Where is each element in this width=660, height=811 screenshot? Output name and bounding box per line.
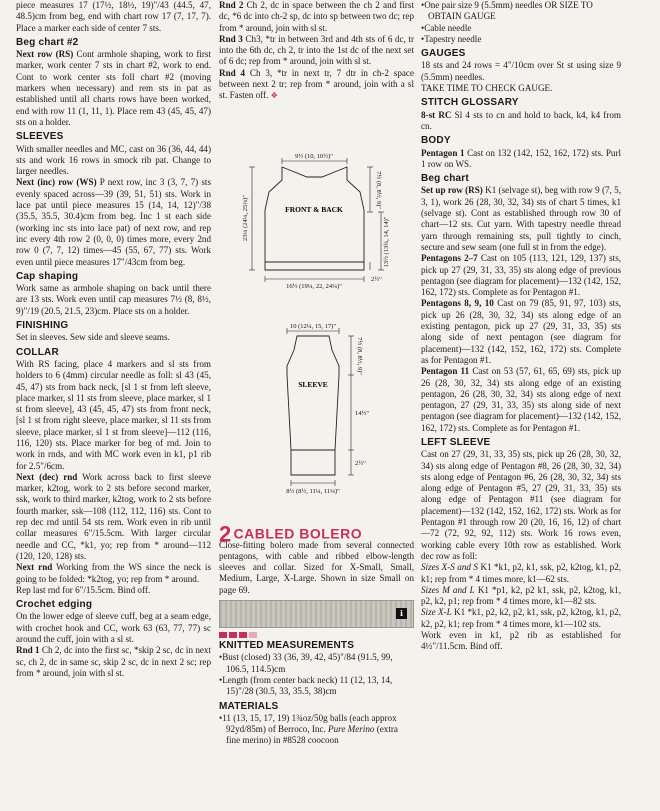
project-title: CABLED BOLERO [233, 525, 363, 542]
rnd2-para: Rnd 2 Ch 2, dc in space between the ch 2 and first dc, *6 dc into ch-2 sp, dc into sp between two dc; rep from * around, join with sl st. [219, 0, 414, 33]
stitch-glossary-heading: STITCH GLOSSARY [421, 97, 519, 109]
front-rib-label: 2½" [371, 276, 382, 283]
pentagons-2-7-para: Pentagons 2–7 Cast on 105 (113, 121, 129, 137) sts, pick up 27 (29, 31, 33, 35) sts along edge of previous pentagon (see diagram for placement)—132 (142, 152, 162, 172) sts. Complete as for Pentagon #1. [421, 253, 622, 298]
crochet-heading: Crochet edging [16, 599, 93, 611]
front-back-outline [265, 167, 364, 270]
front-cap-label: 7½ (8, 8½, 9)" [375, 171, 382, 209]
crochet-para: On the lower edge of sleeve cuff, beg at a seam edge, with crochet hook and CC, work 63 (63, 77, 77) sc around the cuff, join with a sl st. [16, 611, 211, 645]
rep-last-para: Rep last rnd for 6"/15.5cm. Bind off. [16, 584, 151, 595]
cap-shaping-heading: Cap shaping [16, 270, 79, 282]
sleeve-outline [287, 336, 339, 475]
schematic-diagrams [219, 150, 414, 510]
needle-item: • Cable needle [421, 23, 621, 34]
project-header [219, 521, 414, 547]
front-top-label: 9½ (10, 10½)" [295, 153, 333, 160]
finishing-para: Set in sleeves. Sew side and sleeve seams. [16, 332, 170, 343]
sleeve-cap-label: 7½ (8, 8½, 9)" [356, 337, 363, 375]
column-middle [219, 0, 414, 102]
size-xl-para: Size X-L K1 *k1, p2, k2, p2, k1, ssk, p2, k2tog, k1, p2, k2, p2, k1; rep from * 4 times more, k1—102 sts. [421, 607, 621, 629]
intro-text: piece measures 17 (17½, 18½, 19)"/43 (44.5, 47, 48.5)cm from beg, end with chart row 17 (7, 17, 7). Place a marker each side of center 7 sts. [16, 0, 211, 33]
rating-block-icon [229, 632, 237, 638]
project-description: Close-fitting bolero made from several connected pentagons, with cable and ribbed elbow-length sleeves and collar. Sized for X-Small, Small, Medium, Large, X-Large. Shown in size Small on page 69. [219, 539, 414, 595]
sleeve-dimension-labels [286, 323, 369, 495]
front-back-label: FRONT & BACK [285, 205, 343, 214]
skill-rating [219, 630, 414, 636]
rnd1-para: Rnd 1 Ch 2, dc into the first sc, *skip 2 sc, dc in next sc, ch 2, dc in same sc, skip 2 sc, dc in next 2 sc; rep from * around, join with sl st. [16, 645, 211, 678]
needle-item: • Tapestry needle [421, 34, 621, 45]
gauge-check: TAKE TIME TO CHECK GAUGE. [421, 83, 553, 94]
column-left [16, 0, 211, 679]
gauges-heading: GAUGES [421, 48, 466, 60]
next-row-rs-para: Next row (RS) Cont armhole shaping, work to first marker, work center 7 sts in chart #2, work to end. Cont to work center sts foll chart #2 (moving markers when necessary) and rem sts in pat as established until all charts rows have been worked, end with row 11 (1, 11, 1). Place rem 43 (45, 45, 47) sts on a holder. [16, 49, 211, 127]
schematic-svg [219, 150, 414, 510]
setup-row-para: Set up row (RS) K1 (selvage st), beg with row 9 (7, 5, 3, 1), work 26 (28, 30, 32, 34) sts of chart 5 times, k1 (selvage st). Cont as established through row 30 of chart—12 sts. Cut yarn. With tapestry needle thread yarn through remaining sts, pull tightly to cinch, secure and sew seam (one full st in from the edge). [421, 185, 622, 252]
sleeves-para: With smaller needles and MC, cast on 36 (36, 44, 44) sts and work 16 rows in smock rib pat. Change to larger needles. [16, 143, 211, 177]
sizes-xs-para: Sizes X-S and S K1 *k1, p2, k1, ssk, p2, k2tog, k1, p2, k1; rep from * 4 times more, k1—62 sts. [421, 562, 622, 584]
work-even-para: Work even in k1, p2 rib as established for 4½"/11.5cm. Bind off. [421, 630, 621, 652]
sleeves-heading: SLEEVES [16, 131, 64, 143]
pentagon1-para: Pentagon 1 Cast on 132 (142, 152, 162, 172) sts. Purl 1 row on WS. [421, 147, 621, 169]
yarn-swatch-photo [219, 600, 414, 628]
sleeve-length-label: 14½" [355, 410, 370, 417]
rnd3-para: Rnd 3 Ch3, *tr in between 3rd and 4th sts of 6 dc, tr into the 6th dc, ch 2, tr into the 1st dc of the next set of 6 dc; rep from * around, join with sl st. [219, 33, 414, 67]
front-dimension-labels [242, 153, 390, 290]
sleeve-label: SLEEVE [298, 380, 328, 389]
sleeve-dimension-lines [287, 328, 354, 486]
bust-item: • Bust (closed) 33 (36, 39, 42, 45)"/84 (91.5, 99, 106.5, 114.5)cm [219, 652, 414, 675]
materials-list [219, 713, 414, 747]
beg-chart2-heading: Beg chart #2 [16, 36, 79, 48]
gauge-para: 18 sts and 24 rows = 4"/10cm over St st using size 9 (5.5mm) needles. [421, 60, 621, 82]
end-mark-icon: ❖ [270, 91, 278, 101]
materials-heading: MATERIALS [219, 700, 279, 712]
next-inc-para: Next (inc) row (WS) P next row, inc 3 (3, 7, 7) sts evenly spaced across—39 (39, 51, 51) sts. Work in lace pat until piece measures 15 (14, 14, 12)"/38 (35.5, 35.5, 30.4)cm from beg. Inc 1 st each side (working inc sts into lace pat) of next row, and rep inc every 4th row 2 (0, 0, 0) times more, every 2nd row 0 (7, 7, 12) times—45 (55, 67, 77) sts. Work even until piece measures 17"/43cm from beg. [16, 177, 211, 267]
collar-heading: COLLAR [16, 346, 59, 358]
materials-item: • 11 (13, 15, 17, 19) 1¾oz/50g balls (each approx 92yd/85m) of Berroco, Inc. Pure Merino (extra fine merino) in #8528 coocoon [219, 713, 414, 747]
cap-para: Work same as armhole shaping on back until there are 13 sts. Work even until cap measures 7½ (8, 8½, 9)"/19 (20.5, 21.5, 23)cm. Place sts on a holder. [16, 283, 211, 316]
front-left-label: 23¼ (24¼, 25¼)" [242, 195, 249, 241]
left-sleeve-heading: LEFT SLEEVE [421, 436, 491, 448]
pentagon11-para: Pentagon 11 Cast on 53 (57, 61, 65, 69) sts, pick up 26 (28, 30, 32, 34) sts along edge of an existing pentagon, 26 (28, 30, 32, 34) sts along edge of next pentagon, 27 (29, 31, 33, 35) sts along side of next pentagon (see diagram for placement)—132 (142, 152, 162, 172) sts. Complete as for Pentagon #1. [421, 366, 621, 433]
sizes-ml-para: Sizes M and L K1 *p1, k2, p2 k1, ssk, p2, k2tog, k1, p2, k2, p1; rep from * 4 times more, k1—82 sts. [421, 584, 622, 607]
front-bottom-label: 16½ (19¼, 22, 24¼)" [286, 283, 342, 290]
left-sleeve-para: Cast on 27 (29, 31, 33, 35) sts, pick up 26 (28, 30, 32, 34) sts along edge of Pentagon #8, 26 (28, 30, 32, 34) sts along edge of Pentagon #6, 26 (28, 30, 32, 34) sts along edge of Pentagon #5, 27 (29, 31, 33, 35) sts along edge of Pentagon #11 (see diagram for placement)—132 (142, 152, 162, 172) sts. Work as for Pentagon #1 through row 20 (20, 16, 16, 12) of chart—72 (72, 92, 92, 112) sts. Work 16 rows even, working cable every 10th row as established. Work dec row as foll: [421, 449, 621, 561]
project-number: 2 [219, 521, 232, 547]
needle-item: • One pair size 9 (5.5mm) needles OR SIZE TO OBTAIN GAUGE [421, 0, 621, 23]
collar-para: With RS facing, place 4 markers and sl sts from holders to 6 (4mm) circular needle as foll: sl 43 (45, 45, 47) sts from back neck, [sl 1 st from left sleeve, place marker, sl 11 sts from sleeve, place marker, sl 1 st from sleeve], 43 (45, 45, 47) sts from front neck, [sl 1 st from right sleeve, place marker, sl 11 sts from sleeve, place marker, sl 1 st from sleeve]—112 (116, 116, 120) sts. Place marker for beg of rnd. Join to work in rnds, and with MC work even in k1, p1 rib for 2.5"/6cm. [16, 358, 211, 471]
knitted-measurements-heading: KNITTED MEASUREMENTS [219, 640, 355, 652]
rating-block-icon [219, 632, 227, 638]
sleeve-bottom-label: 8½ (8½, 11¼, 11¼)" [286, 488, 340, 495]
rnd4-para: Rnd 4 Ch 3, *tr in next tr, 7 dtr in ch-2 space between next 2 tr; rep from * around, join with a sl st. Fasten off. ❖ [219, 67, 414, 101]
next-dec-para: Next (dec) rnd Work across back to first sleeve marker, k2tog, work to 2 sts before second marker, ssk, work to third marker, k2tog, work to 2 sts before fourth marker, ssk—108 (112, 112, 116) sts. Cont to rep dec rnd until 54 sts rem. Work even in rib until collar measures 6"/15.5cm. With larger circular needle and CC, *k1, yo; rep from * around—112 (120, 120, 128) sts. [16, 471, 211, 561]
project-intro [219, 522, 414, 747]
front-side-label: 13½ (13¾, 14, 14)" [383, 216, 390, 268]
finishing-heading: FINISHING [16, 320, 69, 332]
rating-block-icon [249, 632, 257, 638]
measurements-list [219, 652, 414, 697]
beg-chart-heading: Beg chart [421, 173, 469, 185]
rating-block-icon [239, 632, 247, 638]
glossary-para: 8-st RC Sl 4 sts to cn and hold to back, k4, k4 from cn. [421, 109, 621, 131]
sleeve-top-label: 10 (12¼, 15, 17)" [290, 323, 336, 330]
pentagons-8-10-para: Pentagons 8, 9, 10 Cast on 79 (85, 91, 97, 103) sts, pick up 26 (28, 30, 32, 34) sts along edge of an existing pentagon, pick up 27 (29, 31, 33, 35) sts along side of next pentagon (see diagram for placement)—132 (142, 152, 162, 172) sts. Complete as for Pentagon #1. [421, 298, 622, 365]
body-heading: BODY [421, 135, 451, 147]
length-item: • Length (from center back neck) 11 (12, 13, 14, 15)"/28 (30.5, 33, 35.5, 38)cm [219, 675, 414, 698]
needles-list [421, 0, 621, 45]
sleeve-rib-label: 2½" [355, 460, 366, 467]
next-rnd-para: Next rnd Working from the WS since the neck is going to be folded: *k2tog, yo; rep from * around. [16, 562, 211, 584]
page-marker-icon: ℹ [396, 608, 407, 619]
column-right [421, 0, 621, 653]
